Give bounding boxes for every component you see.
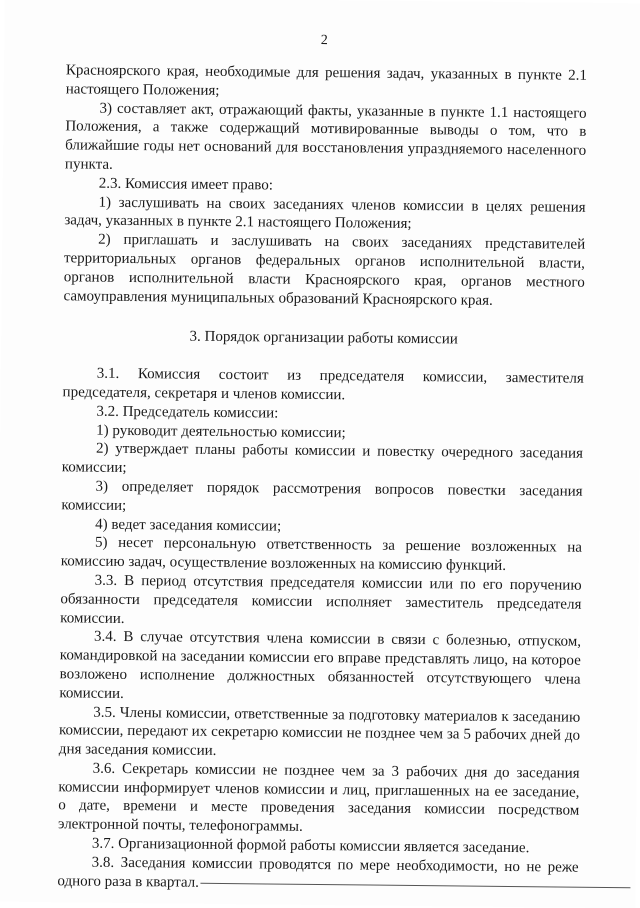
page-number: 2 <box>320 32 328 49</box>
paragraph: 1) заслушивать на своих заседаниях членов комиссии в целях решения задач, указанных в пункте 2.1 настоящего Положения; <box>64 194 586 233</box>
paragraph: 3.7. Организационной формой работы комиссии является заседание. <box>91 835 530 857</box>
paragraph: 2.3. Комиссия имеет право: <box>98 175 274 194</box>
paragraph: 3.1. Комиссия состоит из председателя комиссии, заместителя председателя, секретаря и членов комиссии. <box>62 365 584 404</box>
paragraph: 4) ведет заседания комиссии; <box>95 516 282 535</box>
paragraph: 3.8. Заседания комиссии проводятся по мере необходимости, но не реже одного раза в квартал. <box>57 854 579 891</box>
paragraph: 3) определяет порядок рассмотрения вопросов повестки заседания комиссии; <box>61 478 583 514</box>
paragraph: 1) руководит деятельностью комиссии; <box>96 422 346 441</box>
paragraph: 3.6. Секретарь комиссии не позднее чем за 3 рабочих дня до заседания комиссии информирует членов комиссии и лиц, приглашенных на ее заседание, о дате, времени и месте проведения заседания комиссии посредством электронной почты, телефонограммы. <box>57 760 580 836</box>
document-body <box>57 61 587 896</box>
paragraph: 3.4. В случае отсутствия члена комиссии в связи с болезнью, отпуском, командировкой на заседании комиссии его вправе представлять лицо, на которое возложено исполнение должностных обязанностей отсутствующего члена комиссии. <box>59 628 582 702</box>
paragraph: 3.3. В период отсутствия председателя комиссии или по его поручению обязанности председателя комиссии исполняет заместитель председателя комиссии. <box>60 572 582 627</box>
paragraph: 3.2. Председатель комиссии: <box>96 403 279 422</box>
paragraph: 3.5. Члены комиссии, ответственные за подготовку материалов к заседанию комиссии, передают их секретарю комиссии не позднее чем за 5 рабочих дней до дня заседания комиссии. <box>58 704 581 760</box>
paragraph: 5) несет персональную ответственность за решение возложенных на комиссию задач, осуществление возложенных на комиссию функций. <box>60 534 583 575</box>
section-heading: 3. Порядок организации работы комиссии <box>189 328 458 348</box>
paragraph: 2) приглашать и заслушивать на своих заседаниях представителей территориальных органов федеральных органов исполнительной власти, органов исполнительной власти Красноярского края, органов местного самоуправления муниципальных образований Красноярского края. <box>63 231 586 309</box>
paragraph: Красноярского края, необходимые для решения задач, указанных в пункте 2.1 настоящего Положения; <box>65 62 588 99</box>
paragraph: 2) утверждает планы работы комиссии и повестку очередного заседания комиссии; <box>61 440 584 477</box>
paragraph: 3) составляет акт, отражающий факты, указанные в пункте 1.1 настоящего Положения, а также содержащий мотивированные выводы о том, что в ближайшие годы нет оснований для восстановления упраздняемого населенного пункта. <box>64 100 587 173</box>
